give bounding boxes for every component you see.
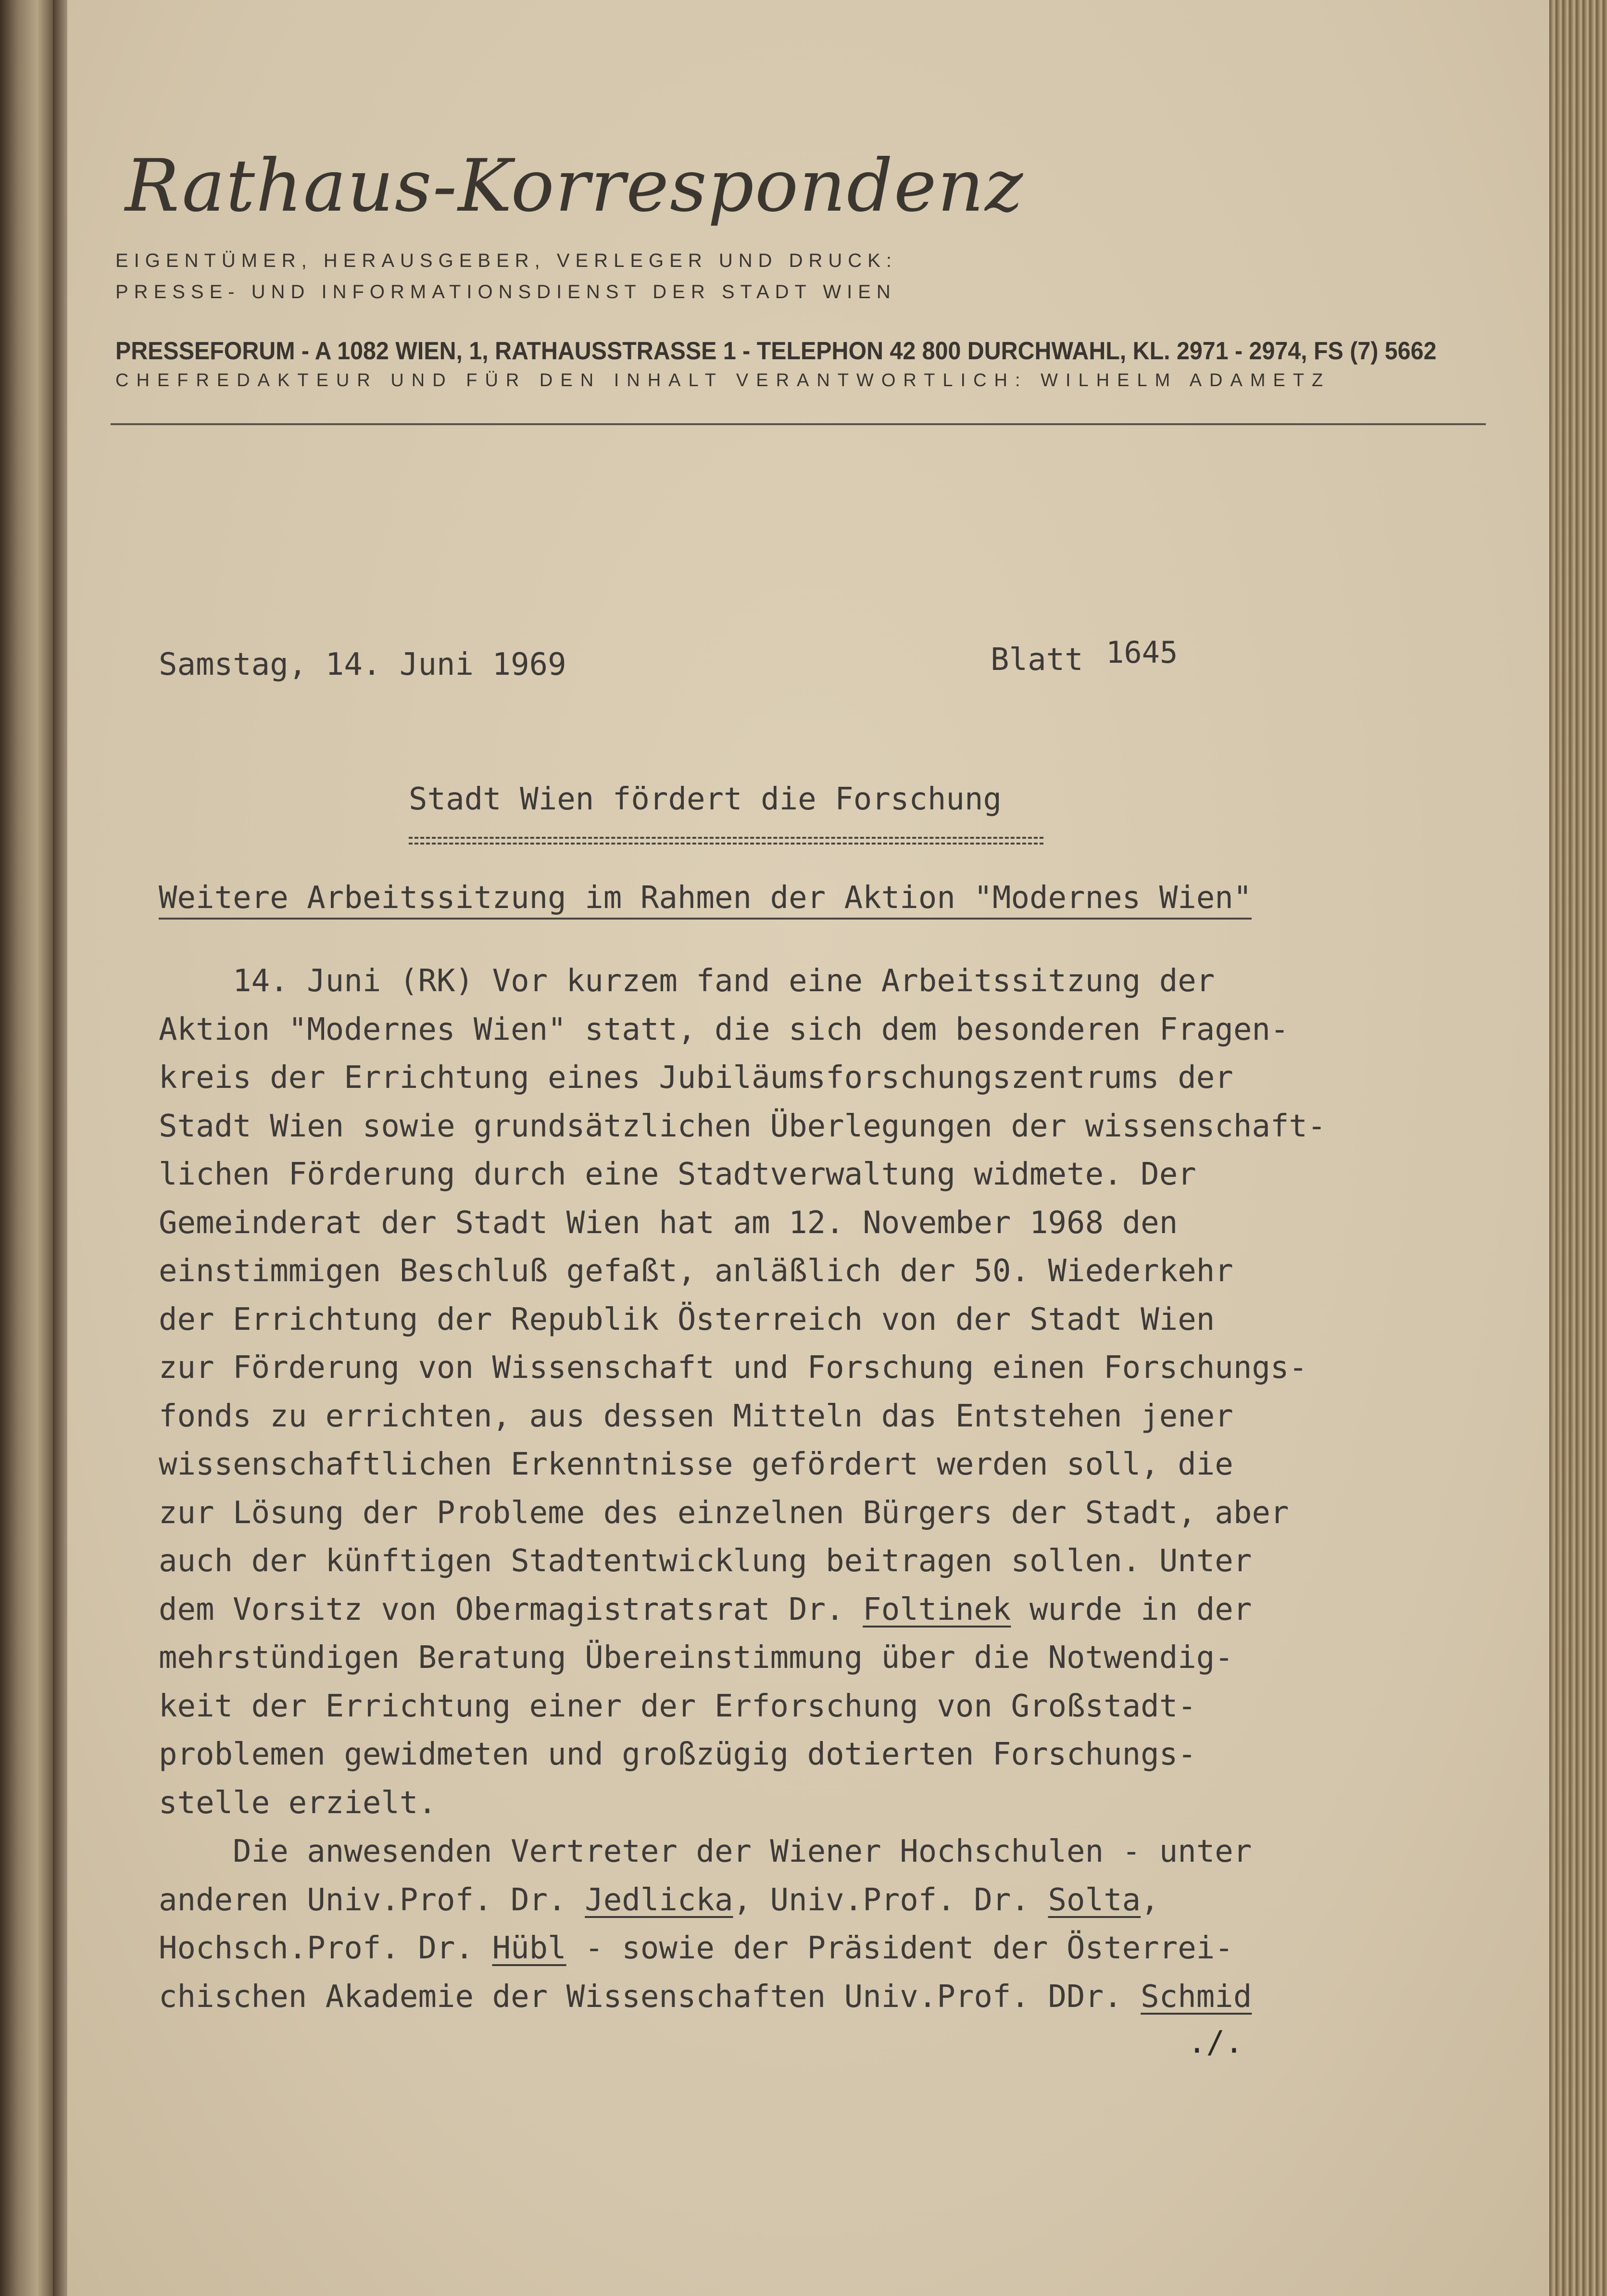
paragraph-1 — [159, 957, 1326, 1827]
text-line — [159, 1586, 1326, 1634]
sheet-number: 1645 — [1106, 635, 1178, 670]
person-name-schmid: Schmid — [1141, 1979, 1252, 2015]
paragraph-2 — [159, 1828, 1252, 2021]
text-fragment: , Univ.Prof. Dr. — [733, 1882, 1048, 1918]
person-name-jedlicka: Jedlicka — [585, 1882, 733, 1918]
text-line: keit der Errichtung einer der Erforschung von Großstadt- — [159, 1688, 1196, 1724]
text-line: 14. Juni (RK) Vor kurzem fand eine Arbeitssitzung der — [159, 963, 1215, 999]
text-fragment: dem Vorsitz von Obermagistratsrat Dr. — [159, 1591, 863, 1627]
text-fragment: chischen Akademie der Wissenschaften Univ.Prof. DDr. — [159, 1979, 1141, 2015]
text-line: auch der künftigen Stadtentwicklung beitragen sollen. Unter — [159, 1543, 1252, 1579]
masthead-editor: CHEFREDAKTEUR UND FÜR DEN INHALT VERANTWORTLICH: WILHELM ADAMETZ — [115, 370, 1331, 391]
masthead-owner-line2: PRESSE- UND INFORMATIONSDIENST DER STADT WIEN — [115, 281, 896, 303]
issue-date: Samstag, 14. Juni 1969 — [159, 647, 566, 682]
title-double-underline — [409, 837, 1043, 845]
text-line: Gemeinderat der Stadt Wien hat am 12. November 1968 den — [159, 1205, 1178, 1241]
text-line: stelle erzielt. — [159, 1785, 437, 1821]
text-line — [159, 1973, 1252, 2021]
article-subtitle: Weitere Arbeitssitzung im Rahmen der Aktion "Modernes Wien" — [159, 880, 1252, 920]
sheet-label: Blatt — [991, 642, 1083, 678]
text-line: zur Lösung der Probleme des einzelnen Bürgers der Stadt, aber — [159, 1495, 1289, 1531]
book-binding — [53, 0, 67, 2296]
text-line: Aktion "Modernes Wien" statt, die sich dem besonderen Fragen- — [159, 1011, 1289, 1047]
text-line: zur Förderung von Wissenschaft und Forschung einen Forschungs- — [159, 1350, 1307, 1386]
text-line: Stadt Wien sowie grundsätzlichen Überlegungen der wissenschaft- — [159, 1108, 1326, 1144]
person-name-huebl: Hübl — [492, 1930, 566, 1966]
person-name-solta: Solta — [1048, 1882, 1141, 1918]
text-line: kreis der Errichtung eines Jubiläumsforschungszentrums der — [159, 1060, 1233, 1096]
masthead-logo: Rathaus-Korrespondenz — [125, 144, 1024, 228]
text-line — [159, 1876, 1252, 1925]
text-line: problemen gewidmeten und großzügig dotierten Forschungs- — [159, 1737, 1196, 1772]
right-page-edges — [1549, 0, 1607, 2296]
text-fragment: anderen Univ.Prof. Dr. — [159, 1882, 585, 1918]
text-line: lichen Förderung durch eine Stadtverwaltung widmete. Der — [159, 1157, 1196, 1192]
text-line: Die anwesenden Vertreter der Wiener Hochschulen - unter — [159, 1834, 1252, 1869]
masthead-address: PRESSEFORUM - A 1082 WIEN, 1, RATHAUSSTRASSE 1 - TELEPHON 42 800 DURCHWAHL, KL. 2971 - 2974, FS (7) 5662 — [115, 337, 1437, 365]
continuation-mark: ./. — [1188, 2025, 1243, 2060]
text-fragment: wurde in der — [1011, 1591, 1252, 1627]
person-name-foltinek: Foltinek — [863, 1591, 1011, 1627]
masthead-divider — [111, 423, 1486, 425]
text-line: fonds zu errichten, aus dessen Mitteln das Entstehen jener — [159, 1398, 1233, 1434]
article-title: Stadt Wien fördert die Forschung — [409, 782, 1002, 817]
masthead-owner-line1: EIGENTÜMER, HERAUSGEBER, VERLEGER UND DRUCK: — [115, 250, 897, 271]
text-fragment: Hochsch.Prof. Dr. — [159, 1930, 492, 1966]
text-fragment: , — [1141, 1882, 1159, 1918]
text-line: wissenschaftlichen Erkenntnisse gefördert werden soll, die — [159, 1447, 1233, 1482]
text-line: einstimmigen Beschluß gefaßt, anläßlich der 50. Wiederkehr — [159, 1253, 1233, 1289]
document-page — [67, 0, 1549, 2296]
text-line — [159, 1924, 1252, 1973]
text-line: mehrstündigen Beratung Übereinstimmung über die Notwendig- — [159, 1640, 1233, 1676]
text-line: der Errichtung der Republik Österreich von der Stadt Wien — [159, 1301, 1215, 1337]
text-fragment: - sowie der Präsident der Österrei- — [566, 1930, 1233, 1966]
left-page-edge — [0, 0, 53, 2296]
